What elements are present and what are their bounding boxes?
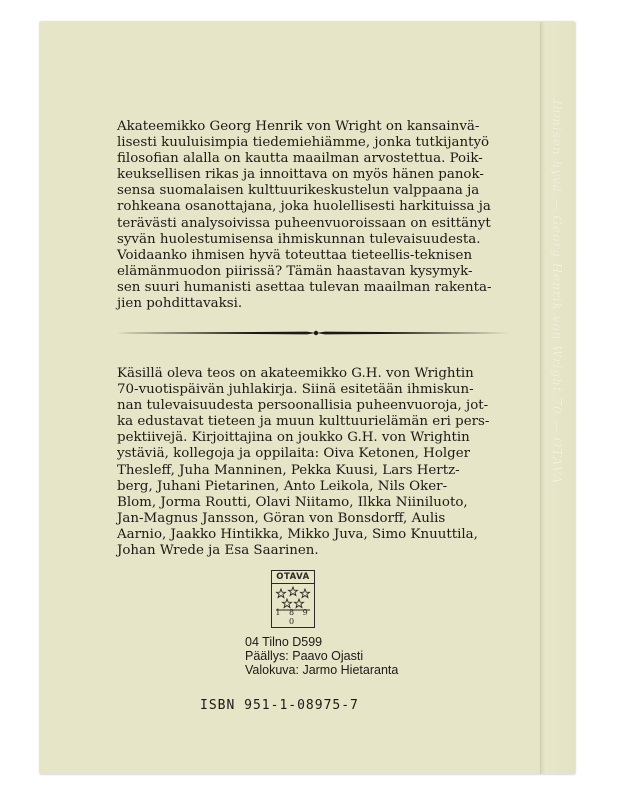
text-line: Thesleff, Juha Manninen, Pekka Kuusi, Lars Hertz- <box>117 462 460 478</box>
publisher-year: 1 8 9 0 <box>275 608 311 626</box>
spine-title: Ihmisen hyvä — Georg Henrik von Wright 70 — OTAVA <box>550 100 564 485</box>
text-line: keuksellisen rikas ja innoittava on myös hänen panok- <box>117 167 484 183</box>
photographer: Valokuva: Jarmo Hietaranta <box>245 663 399 677</box>
text-line: terävästi analysoivissa puheenvuoroissaan on esittänyt <box>117 215 491 231</box>
description-text <box>117 119 517 312</box>
text-line: syvän huolestumisensa ihmiskunnan tulevaisuudesta. <box>117 231 481 247</box>
text-line: sensa suomalaisen kulttuurikeskustelun valppaana ja <box>117 183 480 199</box>
text-line: nan tulevaisuudesta persoonallisia puheenvuoroja, jot- <box>117 398 489 414</box>
text-line: Jan-Magnus Jansson, Göran von Bonsdorff, Aulis <box>117 510 446 526</box>
text-line: Johan Wrede ja Esa Saarinen. <box>117 543 319 559</box>
text-line: Käsillä oleva teos on akateemikko G.H. von Wrightin <box>117 366 474 381</box>
decorative-divider <box>117 328 515 338</box>
text-line: Blom, Jorma Routti, Olavi Niitamo, Ilkka Niiniluoto, <box>117 494 468 510</box>
contributors-paragraph <box>117 366 517 559</box>
text-line: lisesti kuuluisimpia tiedemiehiämme, jonka tutkijantyö <box>117 135 490 151</box>
cover-designer: Päällys: Paavo Ojasti <box>245 649 364 663</box>
text-line: jien pohdittavaksi. <box>117 296 243 312</box>
text-line: Akateemikko Georg Henrik von Wright on kansainvä- <box>117 119 480 134</box>
text-line: ystäviä, kollegoja ja oppilaita: Oiva Ketonen, Holger <box>117 446 471 462</box>
text-line: filosofian alalla on kautta maailman arvostettua. Poik- <box>117 151 483 167</box>
isbn-number: ISBN 951-1-08975-7 <box>200 698 359 713</box>
text-line: elämänmuodon piirissä? Tämän haastavan kysymyk- <box>117 263 473 279</box>
description-paragraph <box>117 119 517 312</box>
edition-code: 04 Tilno D599 <box>245 635 323 649</box>
text-line: pektiivejä. Kirjoittajina on joukko G.H. von Wrightin <box>117 430 470 446</box>
publisher-name: OTAVA <box>272 571 314 584</box>
text-line: ka edustavat tieteen ja muun kulttuurielämän eri pers- <box>117 414 490 430</box>
text-line: Aarnio, Jaakko Hintikka, Mikko Juva, Simo Knuuttila, <box>117 526 478 542</box>
text-line: 70-vuotispäivän juhlakirja. Siinä esitetään ihmiskun- <box>117 382 474 398</box>
text-line: berg, Juhani Pietarinen, Anto Leikola, Nils Oker- <box>117 478 448 494</box>
contributors-text <box>117 366 517 559</box>
text-line: sen suuri humanisti asettaa tulevan maailman rakenta- <box>117 279 492 295</box>
text-line: Voidaanko ihmisen hyvä toteuttaa tieteellis-teknisen <box>117 247 473 263</box>
credits-block <box>245 635 445 677</box>
text-line: rohkeana osanottajana, joka huolellisesti harkituissa ja <box>117 199 491 215</box>
publisher-logo <box>271 570 315 628</box>
